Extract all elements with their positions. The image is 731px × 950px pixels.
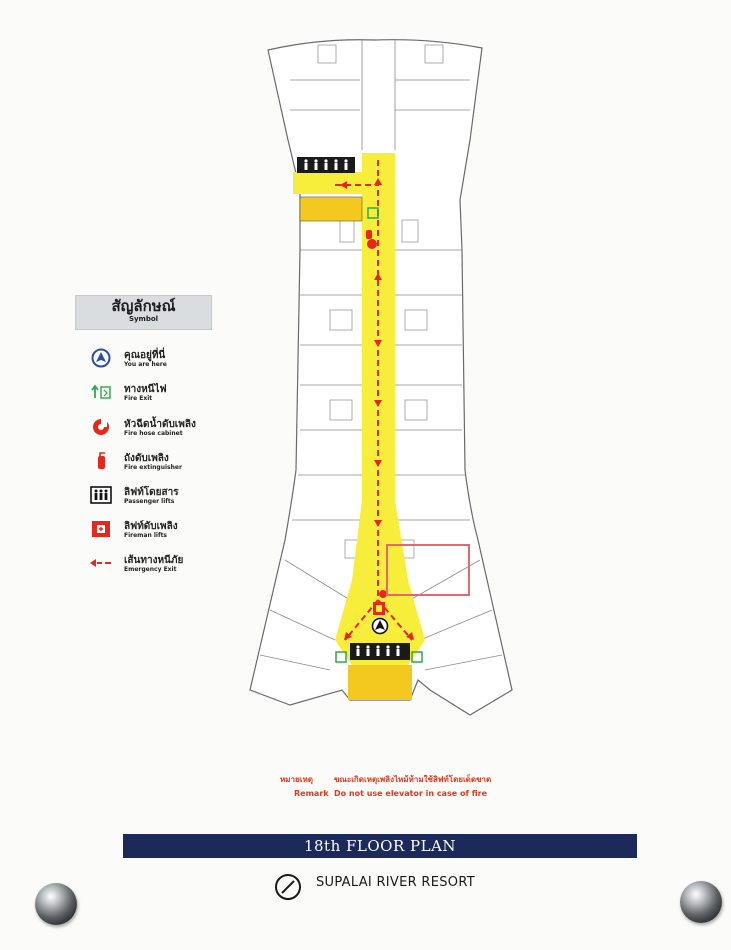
- you-are-here-icon: [90, 348, 112, 368]
- legend-label-th: ลิฟท์โดยสาร: [124, 487, 179, 498]
- mounting-bolt-right: [680, 881, 722, 923]
- legend-label-th: ลิฟท์ดับเพลิง: [124, 521, 178, 532]
- fire-hose-cabinet-top: [367, 239, 377, 249]
- legend-header: [75, 295, 212, 330]
- legend-title: สัญลักษณ์: [111, 297, 176, 315]
- legend-label-en: Fire extinguisher: [124, 464, 182, 471]
- fireman-lift-icon: [90, 519, 112, 539]
- legend-label-th: หัวฉีดน้ำดับเพลิง: [124, 419, 196, 430]
- remark-text-th: ขณะเกิดเหตุเพลิงไหม้ห้ามใช้ลิฟท์โดยเด็ดขาด: [334, 775, 492, 784]
- remark-label-en: Remark: [294, 789, 329, 798]
- you-are-here-marker: [373, 619, 388, 634]
- top-passenger-lifts: [297, 157, 355, 173]
- top-lobby-block: [300, 197, 362, 221]
- legend-label-en: You are here: [124, 361, 167, 368]
- legend-subtitle: Symbol: [128, 315, 159, 323]
- legend-label-en: Fireman lifts: [124, 532, 168, 539]
- supalai-logo-icon: [273, 872, 303, 902]
- legend-label-th: ทางหนีไฟ: [124, 384, 167, 395]
- fire-extinguisher-icon: [90, 451, 112, 471]
- emergency-exit-arrow-icon: [90, 553, 112, 573]
- fireman-lift: [373, 602, 385, 615]
- fire-hose-cabinet-bottom: [379, 590, 387, 598]
- top-lobby: [293, 172, 363, 194]
- fire-extinguisher-top: [366, 230, 372, 239]
- bottom-lobby: [348, 665, 412, 700]
- floor-plan-banner: [123, 834, 637, 858]
- floor-plan-title: 18th FLOOR PLAN: [303, 837, 457, 855]
- mounting-bolt-left: [35, 883, 77, 925]
- legend-label-en: Fire hose cabinet: [124, 430, 183, 437]
- remark-text-en: Do not use elevator in case of fire: [334, 789, 488, 798]
- legend-label-th: เส้นทางหนีภัย: [124, 555, 184, 566]
- brand-name: SUPALAI RIVER RESORT: [316, 875, 475, 890]
- fire-exit-icon: [90, 382, 112, 402]
- passenger-lift-icon: [90, 485, 112, 505]
- legend-label-en: Emergency Exit: [124, 566, 177, 573]
- remark-label-th: หมายเหตุ: [280, 775, 313, 784]
- legend-label-th: คุณอยู่ที่นี่: [124, 350, 166, 361]
- bottom-passenger-lifts: [350, 643, 410, 660]
- fire-hose-cabinet-icon: [90, 417, 112, 437]
- legend-label-th: ถังดับเพลิง: [124, 453, 169, 464]
- legend-label-en: Fire Exit: [124, 395, 153, 402]
- legend-label-en: Passenger lifts: [124, 498, 175, 505]
